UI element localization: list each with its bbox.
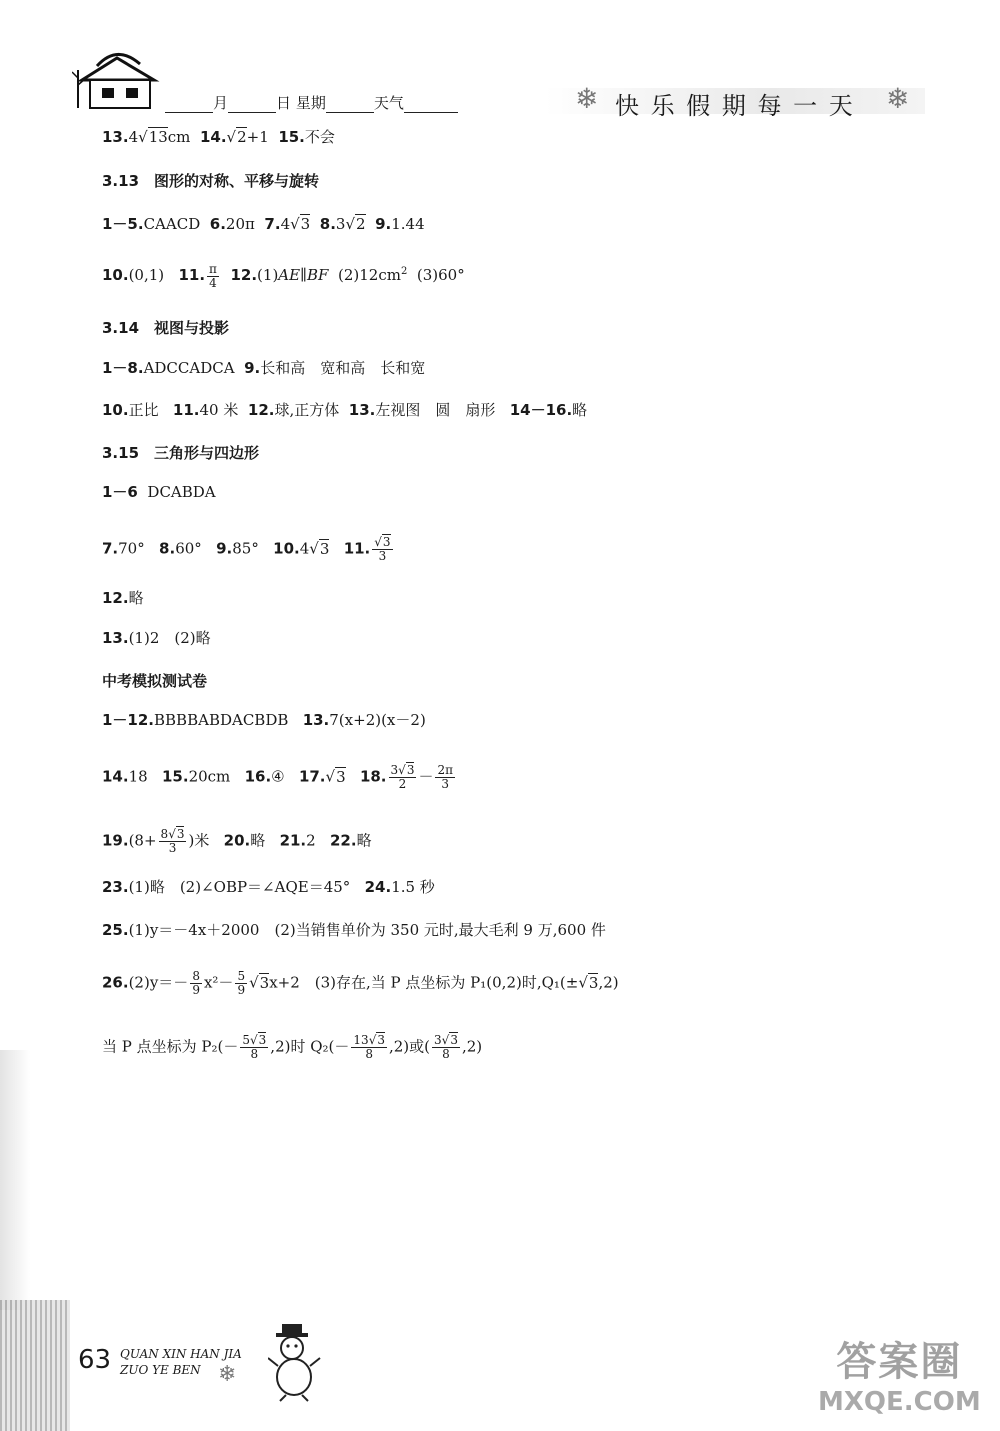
answer-line: 7.70° 8.60° 9.85° 10.4√3 11. $\frac{√3}{3}$ xyxy=(102,535,391,563)
answer-line: 10.正比 11.40 米 12.球,正方体 13.左视图 圆 扇形 14－16.略 xyxy=(102,401,588,419)
section-heading: 中考模拟测试卷 xyxy=(102,672,208,690)
page-edge-shade xyxy=(0,1050,30,1310)
watermark-logo xyxy=(818,1330,981,1417)
answer-line: 19.(8+ $\frac{8√3}{3}$ )米 20.略 21.2 22.略 xyxy=(102,827,372,855)
answer-line: 1－12.BBBBABDACBDB 13.7(x+2)(x－2) xyxy=(102,711,426,729)
watermark-text: 答案圈 xyxy=(836,1339,963,1385)
answer-line: 1－5.CAACD 6.20π 7.4√3 8.3√2 9.1.44 xyxy=(102,215,425,233)
answer-line: 1－6 DCABDA xyxy=(102,483,216,501)
snowflake-icon: ❄ xyxy=(218,1362,237,1387)
snowflake-icon: ❄ xyxy=(886,82,910,115)
brand-line: ZUO YE BEN xyxy=(120,1363,201,1377)
answer-line: 14.18 15.20cm 16.④ 17.√3 18. $\frac{3√3}{2}$ － $\frac{2\pi}{3}$ xyxy=(102,763,453,791)
answer-line: 25.(1)y＝－4x＋2000 (2)当销售单价为 350 元时,最大毛利 9 万,600 件 xyxy=(102,921,606,939)
brand-line: QUAN XIN HAN JIA xyxy=(120,1347,242,1361)
answer-line: 1－8.ADCCADCA 9.长和高 宽和高 长和宽 xyxy=(102,359,426,377)
binding-strip xyxy=(0,1300,70,1431)
page-number: 63 xyxy=(78,1345,112,1375)
house-illustration xyxy=(72,30,162,112)
answer-line: 23.(1)略 (2)∠OBP＝∠AQE＝45° 24.1.5 秒 xyxy=(102,878,435,896)
date-line xyxy=(165,92,458,113)
weather-label: 天气 xyxy=(373,94,404,112)
answer-line: 26.(2)y＝－ $\frac{8}{9}$ x²－ $\frac{5}{9}$ √3x+2 (3)存在,当 P 点坐标为 P₁(0,2)时,Q₁(±√3,2) xyxy=(102,969,619,997)
answer-line: 13.4√13cm 14.√2+1 15.不会 xyxy=(102,128,335,146)
answer-line: 12.略 xyxy=(102,589,144,607)
answer-line: 当 P 点坐标为 P₂(－ $\frac{5√3}{8}$ ,2)时 Q₂(－ $\frac{13√3}{8}$ ,2)或( $\frac{3√3}{8}$ ,2) xyxy=(102,1033,483,1061)
month-label: 月 xyxy=(213,94,229,112)
snowflake-icon: ❄ xyxy=(575,82,599,115)
section-heading: 3.14 视图与投影 xyxy=(102,319,230,337)
slogan-text: 快 乐 假 期 每 一 天 xyxy=(615,92,855,120)
snowman-illustration xyxy=(268,1322,323,1402)
day-label: 日 xyxy=(276,94,292,112)
watermark-url: MXQE.COM xyxy=(818,1387,981,1417)
section-heading: 3.13 图形的对称、平移与旋转 xyxy=(102,172,320,190)
section-heading: 3.15 三角形与四边形 xyxy=(102,444,260,462)
answer-line: 13.(1)2 (2)略 xyxy=(102,629,211,647)
weekday-label: 星期 xyxy=(295,94,326,112)
answer-line: 10.(0,1) 11. $\frac{\pi}{4}$ 12.(1)AE∥BF $(2)12cm^2$ (3)60° xyxy=(102,261,465,290)
